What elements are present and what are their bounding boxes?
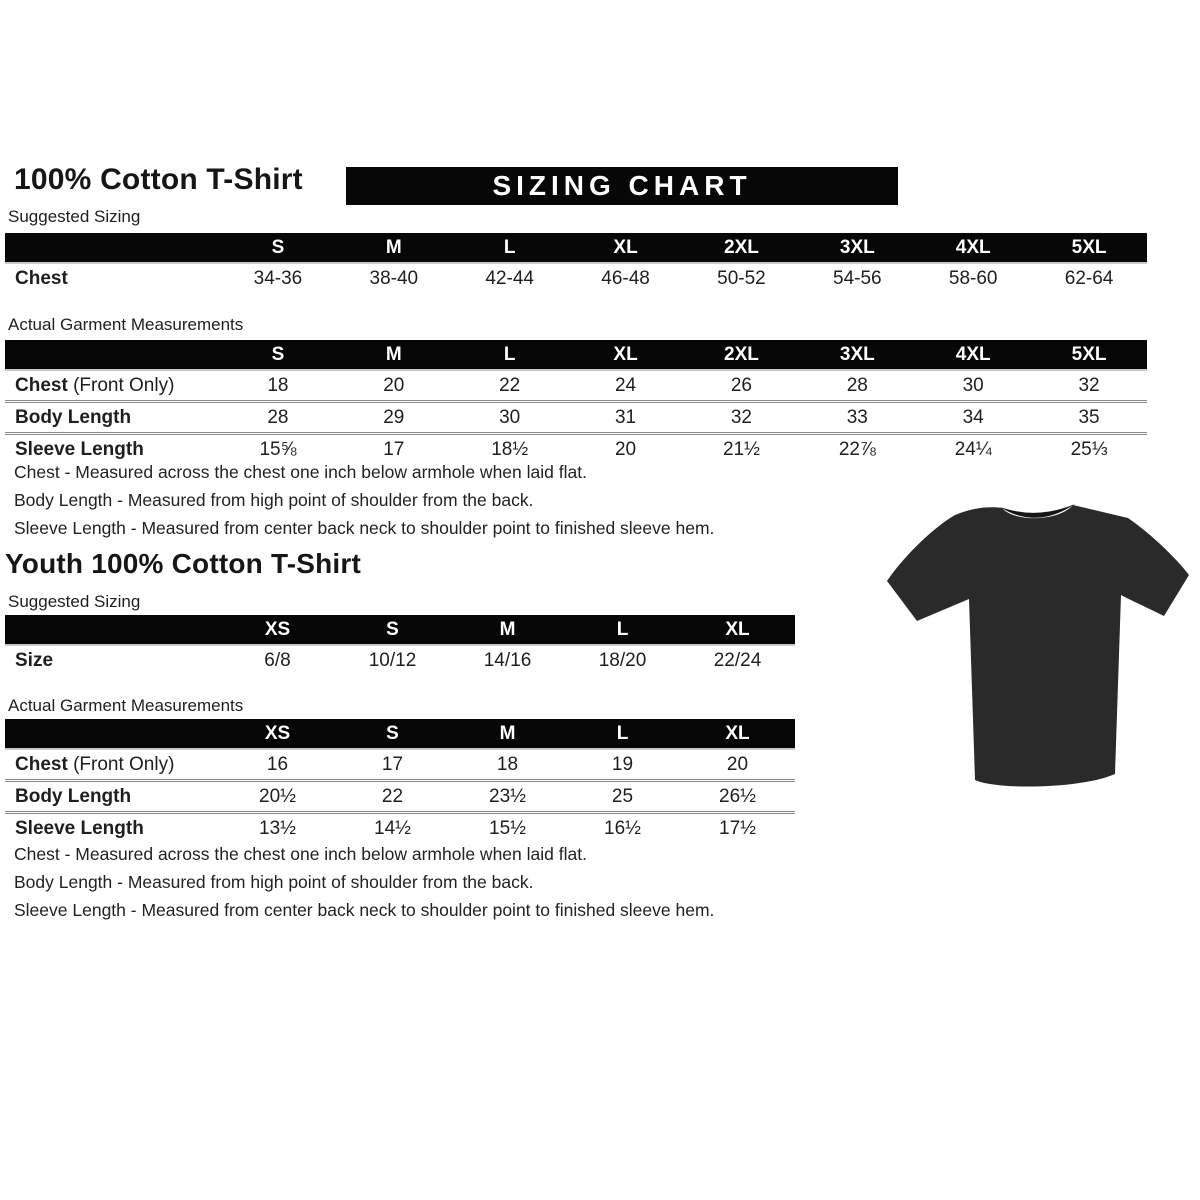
adult-actual-table xyxy=(5,340,1147,464)
row-label: Size xyxy=(15,649,54,671)
col-header: 3XL xyxy=(799,340,915,370)
col-header: XS xyxy=(220,615,335,645)
page-title: 100% Cotton T-Shirt xyxy=(14,163,303,196)
cell: 35 xyxy=(1031,402,1147,434)
youth-suggested-table xyxy=(5,615,795,675)
row-label: Chest (Front Only) xyxy=(15,374,175,396)
cell: 18/20 xyxy=(598,649,647,671)
cell: 21½ xyxy=(684,434,800,465)
cell: 46-48 xyxy=(601,267,650,289)
cell: 32 xyxy=(684,402,800,434)
adult-actual-measurements-label: Actual Garment Measurements xyxy=(8,315,244,334)
cell: 34 xyxy=(915,402,1031,434)
table-row xyxy=(5,749,795,781)
cell: 14½ xyxy=(335,813,450,844)
cell: 20 xyxy=(568,434,684,465)
cell: 14/16 xyxy=(483,649,532,671)
cell: 20 xyxy=(726,753,749,775)
col-header: 4XL xyxy=(915,233,1031,263)
cell: 13½ xyxy=(220,813,335,844)
col-header-empty xyxy=(5,719,220,749)
col-header: M xyxy=(336,233,452,263)
col-header: M xyxy=(450,615,565,645)
col-header: 2XL xyxy=(684,340,800,370)
table-row xyxy=(5,813,795,844)
cell: 6/8 xyxy=(264,649,291,671)
cell: 31 xyxy=(568,402,684,434)
youth-suggested-sizing-label: Suggested Sizing xyxy=(8,592,141,611)
youth-actual-measurements-label: Actual Garment Measurements xyxy=(8,696,244,715)
row-label: Chest (Front Only) xyxy=(15,753,175,775)
col-header-empty xyxy=(5,340,220,370)
col-header: 5XL xyxy=(1031,340,1147,370)
col-header: XL xyxy=(568,233,684,263)
table-row xyxy=(5,645,795,675)
cell: 58-60 xyxy=(948,267,998,289)
table-row xyxy=(5,263,1147,293)
youth-measurement-notes xyxy=(14,840,714,924)
cell: 30 xyxy=(962,374,984,396)
note-line: Sleeve Length - Measured from center back neck to shoulder point to finished sleeve hem. xyxy=(14,518,715,538)
cell: 50-52 xyxy=(717,267,766,289)
cell: 16½ xyxy=(565,813,680,844)
row-label: Sleeve Length xyxy=(5,813,220,844)
col-header: L xyxy=(565,615,680,645)
cell: 16 xyxy=(266,753,289,775)
cell: 15½ xyxy=(450,813,565,844)
sizing-chart-banner xyxy=(346,167,898,205)
adult-measurement-notes xyxy=(14,458,714,542)
table-header-row xyxy=(5,233,1147,263)
table-row xyxy=(5,781,795,813)
cell: 18½ xyxy=(452,434,568,465)
cell: 26 xyxy=(730,374,752,396)
cell: 25 xyxy=(565,781,680,813)
col-header: 2XL xyxy=(684,233,800,263)
cell: 24¼ xyxy=(915,434,1031,465)
cell: 30 xyxy=(452,402,568,434)
cell: 17½ xyxy=(680,813,795,844)
black-tshirt-photo xyxy=(876,478,1200,814)
cell: 34-36 xyxy=(253,267,303,289)
cell: 20 xyxy=(383,374,405,396)
col-header-empty xyxy=(5,233,220,263)
table-header-row xyxy=(5,340,1147,370)
cell: 29 xyxy=(336,402,452,434)
cell: 23½ xyxy=(450,781,565,813)
col-header: 3XL xyxy=(799,233,915,263)
col-header: S xyxy=(220,340,336,370)
cell: 26½ xyxy=(680,781,795,813)
note-line: Body Length - Measured from high point of shoulder from the back. xyxy=(14,490,534,510)
note-line: Body Length - Measured from high point of shoulder from the back. xyxy=(14,872,534,892)
col-header: L xyxy=(452,340,568,370)
col-header: XL xyxy=(680,615,795,645)
col-header: 4XL xyxy=(915,340,1031,370)
youth-section-title: Youth 100% Cotton T-Shirt xyxy=(5,548,362,579)
note-line: Chest - Measured across the chest one inch below armhole when laid flat. xyxy=(14,462,587,482)
col-header: XL xyxy=(680,719,795,749)
cell: 22 xyxy=(499,374,521,396)
cell: 10/12 xyxy=(368,649,417,671)
cell: 32 xyxy=(1078,374,1100,396)
adult-suggested-table xyxy=(5,233,1147,293)
tshirt-body-shape xyxy=(887,505,1189,787)
col-header-empty xyxy=(5,615,220,645)
col-header: S xyxy=(335,615,450,645)
cell: 38-40 xyxy=(369,267,419,289)
note-line: Chest - Measured across the chest one inch below armhole when laid flat. xyxy=(14,844,587,864)
col-header: S xyxy=(220,233,336,263)
cell: 25⅓ xyxy=(1031,434,1147,465)
cell: 62-64 xyxy=(1064,267,1114,289)
col-header: XS xyxy=(220,719,335,749)
col-header: L xyxy=(565,719,680,749)
cell: 22/24 xyxy=(713,649,762,671)
table-row xyxy=(5,402,1147,434)
cell: 33 xyxy=(799,402,915,434)
row-label: Chest xyxy=(15,267,68,289)
cell: 19 xyxy=(611,753,634,775)
row-label: Body Length xyxy=(5,402,220,434)
cell: 18 xyxy=(496,753,519,775)
col-header: M xyxy=(336,340,452,370)
cell: 17 xyxy=(336,434,452,465)
cell: 17 xyxy=(381,753,404,775)
cell: 42-44 xyxy=(485,267,534,289)
cell: 54-56 xyxy=(833,267,882,289)
table-header-row xyxy=(5,615,795,645)
table-header-row xyxy=(5,719,795,749)
cell: 28 xyxy=(220,402,336,434)
col-header: 5XL xyxy=(1031,233,1147,263)
note-line: Sleeve Length - Measured from center back neck to shoulder point to finished sleeve hem. xyxy=(14,900,715,920)
cell: 28 xyxy=(846,374,868,396)
youth-actual-table xyxy=(5,719,795,843)
cell: 18 xyxy=(267,374,289,396)
cell: 22⅞ xyxy=(799,434,915,465)
adult-suggested-sizing-label: Suggested Sizing xyxy=(8,207,141,226)
cell: 24 xyxy=(614,374,637,396)
row-label: Sleeve Length xyxy=(5,434,220,465)
col-header: L xyxy=(452,233,568,263)
col-header: S xyxy=(335,719,450,749)
cell: 22 xyxy=(335,781,450,813)
row-label: Body Length xyxy=(5,781,220,813)
sizing-chart-banner-text: SIZING CHART xyxy=(492,170,752,201)
col-header: XL xyxy=(568,340,684,370)
cell: 20½ xyxy=(220,781,335,813)
col-header: M xyxy=(450,719,565,749)
table-row xyxy=(5,370,1147,402)
cell: 15⅝ xyxy=(220,434,336,465)
